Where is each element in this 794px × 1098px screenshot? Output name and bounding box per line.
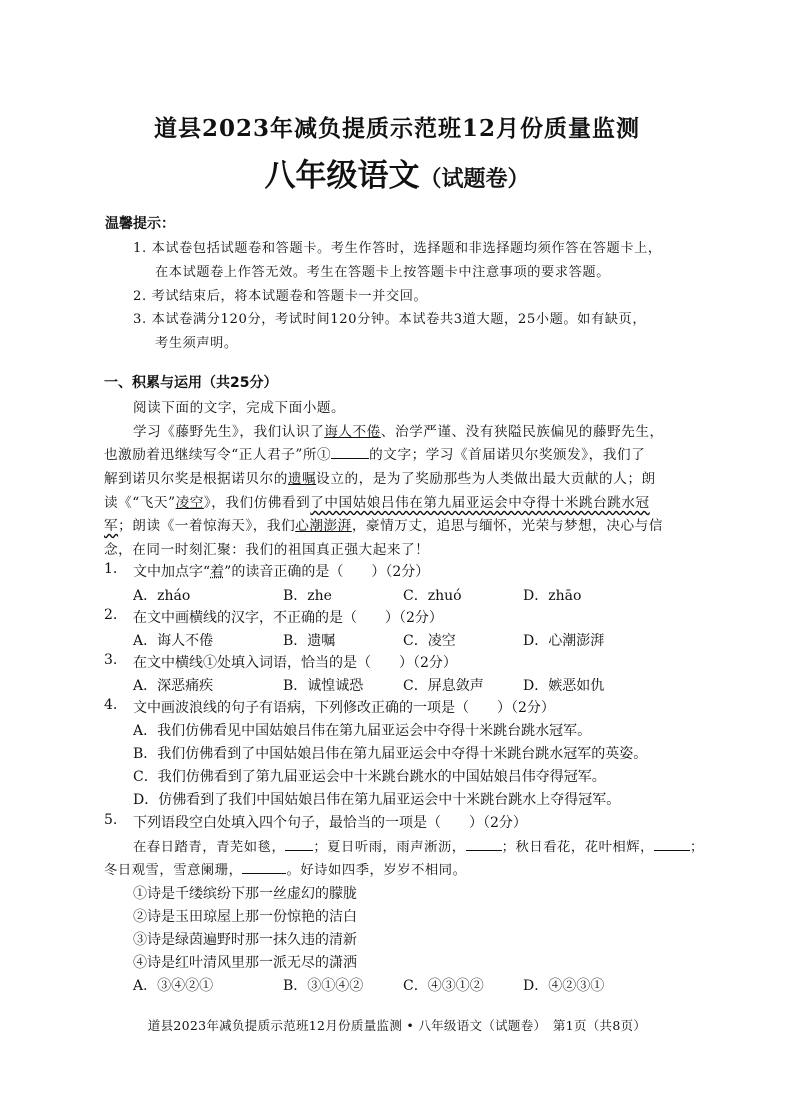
question-4-stem: 文中画波浪线的句子有语病，下列修改正确的一项是（ ）（2分）: [133, 700, 555, 716]
question-3-number: 3.: [104, 652, 118, 668]
option-c: C．④③①②: [403, 978, 484, 994]
blank: [654, 837, 690, 851]
option-a: A．zháo: [133, 588, 191, 604]
option-d: D．zhāo: [523, 588, 582, 604]
subject-name: 八年级语文: [264, 158, 420, 194]
blank: [285, 837, 313, 851]
passage-line: 解到诺贝尔奖是根据诺贝尔的遗嘱设立的，是为了奖励那些为人类做出最大贡献的人；朗: [104, 471, 656, 487]
question-3-stem: 在文中横线①处填入词语，恰当的是（ ）（2分）: [133, 655, 457, 671]
dotted-char: 着: [210, 564, 225, 580]
option-b: B．zhe: [283, 588, 332, 604]
passage-line: 在春日踏青，青芜如毯， ；夏日听雨，雨声淅沥， ；秋日看花，花叶相辉， ；: [133, 836, 704, 855]
wavy-sentence: 了中国姑娘吕伟在第九届亚运会中夺得十米跳台跳水冠: [310, 495, 650, 511]
option-c: C．屏息敛声: [403, 678, 484, 694]
blank-1: [331, 444, 369, 459]
underlined-word: 凌空: [175, 495, 204, 511]
option-b: B．诚惶诚恐: [283, 678, 364, 694]
instruction: 阅读下面的文字，完成下面小题。: [133, 400, 346, 416]
option-c: C．凌空: [403, 633, 456, 649]
underlined-word: 诲人不倦: [324, 424, 381, 440]
option-b: B．③①④②: [283, 978, 364, 994]
passage-line: 冬日观雪，雪意阑珊， 。好诗如四季，岁岁不相同。: [104, 859, 466, 878]
question-2-number: 2.: [104, 607, 118, 623]
blank: [466, 837, 502, 851]
tip-line: 在本试题卷上作答无效。考生在答题卡上按答题卡中注意事项的要求答题。: [155, 265, 610, 280]
underlined-word: 心潮澎湃: [295, 518, 352, 534]
option-c: C．zhuó: [403, 588, 462, 604]
passage-line: 军；朗读《一着惊海天》，我们心潮澎湃，豪情万丈，追思与缅怀，光荣与梦想，决心与信: [104, 518, 663, 534]
tip-line: 2. 考试结束后，将本试题卷和答题卡一并交回。: [133, 289, 428, 304]
passage-line: 读《“飞天”凌空》，我们仿佛看到了中国姑娘吕伟在第九届亚运会中夺得十米跳台跳水冠: [104, 495, 650, 511]
option-d: D．④②③①: [523, 978, 605, 994]
passage-line: 学习《藤野先生》，我们认识了诲人不倦、治学严谨、没有狭隘民族偏见的藤野先生，: [133, 424, 664, 440]
question-1-stem: 文中加点字“着”的读音正确的是（ ）（2分）: [133, 564, 430, 580]
option-a: A．我们仿佛看见中国姑娘吕伟在第九届亚运会中夺得十米跳台跳水冠军。: [133, 723, 592, 739]
option-a: A．诲人不倦: [133, 633, 214, 649]
sentence-option: ③诗是绿茵遍野时那一抹久违的清新: [133, 932, 357, 948]
underlined-word: 遗嘱: [287, 471, 317, 487]
passage-line: 念，在同一时刻汇聚：我们的祖国真正强大起来了！: [104, 542, 430, 558]
option-a: A．深恶痛疾: [133, 678, 214, 694]
option-a: A．③④②①: [133, 978, 214, 994]
question-1-number: 1.: [104, 561, 118, 577]
option-d: D．心潮澎湃: [523, 633, 605, 649]
option-d: D．仿佛看到了我们中国姑娘吕伟在第九届亚运会中十米跳台跳水上夺得冠军。: [133, 792, 621, 808]
question-4-number: 4.: [104, 697, 118, 713]
sentence-option: ④诗是红叶清风里那一派无尽的潇洒: [133, 955, 357, 971]
tip-line: 1. 本试卷包括试题卷和答题卡。考生作答时，选择题和非选择题均须作答在答题卡上，: [133, 241, 662, 256]
sentence-option: ②诗是玉田琼屋上那一份惊艳的洁白: [133, 909, 357, 925]
page-footer: 道县2023年减负提质示范班12月份质量监测 • 八年级语文（试题卷） 第1页（共8页）: [147, 1018, 647, 1033]
sentence-option: ①诗是千缕缤纷下那一丝虚幻的朦胧: [133, 886, 357, 902]
option-d: D．嫉恶如仇: [523, 678, 605, 694]
question-2-stem: 在文中画横线的汉字，不正确的是（ ）（2分）: [133, 610, 443, 626]
section-heading: 一、积累与运用（共25分）: [104, 375, 278, 391]
exam-title: 道县2023年减负提质示范班12月份质量监测: [153, 115, 641, 142]
wavy-sentence: 军: [104, 518, 119, 534]
option-b: B．我们仿佛看到了中国姑娘吕伟在第九届亚运会中夺得十米跳台跳水冠军的英姿。: [133, 746, 648, 762]
tip-line: 3. 本试卷满分120分，考试时间120分钟。本试卷共3道大题，25小题。如有缺页，: [133, 312, 647, 327]
passage-line: 也激励着迅继续写令“正人君子”所① 的文字；学习《首届诺贝尔奖颁发》，我们了: [104, 443, 645, 463]
subject-suffix: （试题卷）: [419, 166, 530, 192]
tips-heading: 温馨提示：: [105, 216, 175, 232]
option-b: B．遗嘱: [283, 633, 336, 649]
blank: [242, 860, 286, 874]
subject-title: [0, 150, 794, 195]
option-c: C．我们仿佛看到了第九届亚运会中十米跳台跳水的中国姑娘吕伟夺得冠军。: [133, 769, 606, 785]
tip-line: 考生须声明。: [155, 336, 238, 351]
question-5-number: 5.: [104, 812, 118, 828]
question-5-stem: 下列语段空白处填入四个句子，最恰当的一项是（ ）（2分）: [133, 815, 527, 831]
